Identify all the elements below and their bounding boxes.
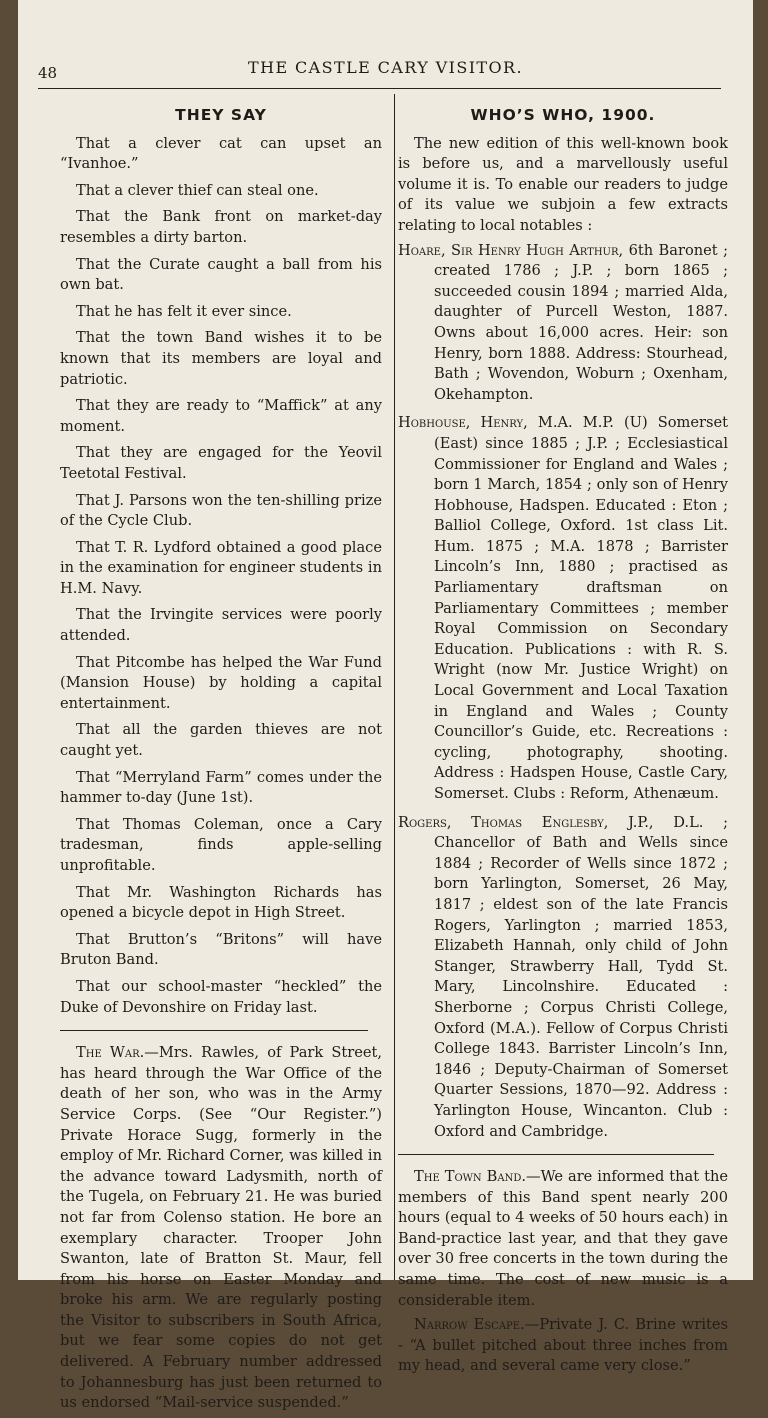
they-say-item: That our school-master “heckled” the Duke of Devonshire on Friday last. <box>60 977 382 1016</box>
they-say-item: That Mr. Washington Richards has opened a bicycle depot in High Street. <box>60 883 382 922</box>
entry-text: J.P., D.L. ; Chancellor of Bath and Wells since 1884 ; Recorder of Wells since 1872 ; born Yarlington, Somerset, 26 May, 1817 ; eldest son of the late Francis Rogers, Yarlington ; married 1853, Elizabeth Hannah, only child of John Stanger, Strawberry Hall, Tydd St. Mary, Lincolnshire. Educated : Sherborne ; Corpus Christi College, Oxford (M.A.). Fellow of Corpus Christi College 1843. Barrister Lincoln’s Inn, 1846 ; Deputy-Chairman of Somerset Quarter Sessions, 1870—92. Address : Yarlington House, Wincanton. Club : Oxford and Cambridge. <box>434 813 728 1140</box>
right-column <box>398 100 728 1381</box>
column-divider <box>394 94 395 1280</box>
the-war-paragraph <box>60 1043 382 1414</box>
the-war-text: —Mrs. Rawles, of Park Street, has heard through the War Office of the death of her son, who was in the Army Service Corps. (See “Our Register.”) Private Horace Sugg, formerly in the employ of Mr. Richard Corner, was killed in the advance toward Ladysmith, north of the Tugela, on February 21. He was buried not far from Colenso station. He bore an exemplary character. Trooper John Swanton, late of Bratton St. Maur, fell from his horse on Easter Monday and broke his arm. We are regularly posting the Visitor to subscribers in South Africa, but we fear some copies do not get delivered. A February number addressed to Johannesburg has just been returned to us endorsed “Mail-service suspended.” <box>60 1044 382 1412</box>
they-say-item: That a clever thief can steal one. <box>76 181 319 199</box>
whos-who-intro: The new edition of this well-known book is before us, and a marvellously useful volume it is. To enable our readers to judge of its value we subjoin a few extracts relating to local notables : <box>398 134 728 234</box>
they-say-item: That the Irvingite services were poorly attended. <box>60 606 382 645</box>
narrow-escape-paragraph <box>398 1315 728 1377</box>
town-band-paragraph <box>398 1167 728 1311</box>
header-rule <box>38 88 721 89</box>
they-say-item: That J. Parsons won the ten-shilling prize of the Cycle Club. <box>60 491 382 530</box>
entry-text: M.A. M.P. (U) Somerset (East) since 1885 ; J.P. ; Ecclesiastical Commissioner for England and Wales ; born 1 March, 1854 ; only son of Henry Hobhouse, Hadspen. Educated : Eton ; Balliol College, Oxford. 1st class Lit. Hum. 1875 ; M.A. 1878 ; Barrister Lincoln’s Inn, 1880 ; practised as Parliamentary draftsman on Parliamentary Committees ; member Royal Commission on Secondary Education. Publications : with R. S. Wright (now Mr. Justice Wright) on Local Government and Local Taxation in England and Wales ; County Councillor’s Guide, etc. Recreations : cycling, photography, shooting. Address : Hadspen House, Castle Cary, Somerset. Clubs : Reform, Athenæum. <box>434 414 728 802</box>
whos-who-entry <box>398 413 728 804</box>
town-band-text: —We are informed that the members of this Band spent nearly 200 hours (equal to 4 weeks of 50 hours each) in Band-practice last year, and that they gave over 30 free concerts in the town during the same time. The cost of new music is a considerable item. <box>398 1168 728 1309</box>
they-say-item: That they are engaged for the Yeovil Teetotal Festival. <box>60 444 382 482</box>
whos-who-heading: WHO’S WHO, 1900. <box>470 106 656 124</box>
they-say-item: That Brutton’s “Britons” will have Bruton Band. <box>60 930 382 969</box>
entry-text: 6th Baronet ; created 1786 ; J.P. ; born 1865 ; succeeded cousin 1894 ; married Alda, daughter of Purcell Weston, 1887. Owns about 16,000 acres. Heir: son Henry, born 1888. Address: Stourhead, Bath ; Wovendon, Woburn ; Oxenham, Okehampton. <box>434 241 728 403</box>
the-war-lead: The War. <box>76 1044 145 1062</box>
they-say-list <box>60 134 382 1019</box>
page-number: 48 <box>38 64 58 82</box>
they-say-item: That the town Band wishes it to be known that its members are loyal and patriotic. <box>60 329 382 388</box>
they-say-item: That T. R. Lydford obtained a good place in the examination for engineer students in H.M. Navy. <box>60 538 382 597</box>
town-band-lead: The Town Band. <box>414 1168 526 1186</box>
newspaper-page <box>18 0 753 1412</box>
they-say-item: That a clever cat can upset an “Ivanhoe.” <box>60 134 382 173</box>
running-title: THE CASTLE CARY VISITOR. <box>248 58 523 77</box>
they-say-item: That Pitcombe has helped the War Fund (Mansion House) by holding a capital entertainment. <box>60 653 382 712</box>
entry-name: Hobhouse, Henry, <box>398 414 528 432</box>
they-say-heading: THEY SAY <box>175 106 267 124</box>
narrow-escape-text: —Private J. C. Brine writes - “A bullet pitched about three inches from my head, and several came very close.” <box>398 1316 728 1375</box>
they-say-item: That he has felt it ever since. <box>76 302 292 320</box>
whos-who-entry <box>398 813 728 1143</box>
entry-name: Hoare, Sir Henry Hugh Arthur, <box>398 241 624 259</box>
they-say-item: That they are ready to “Maffick” at any moment. <box>60 397 382 435</box>
they-say-item: That all the garden thieves are not caught yet. <box>60 721 382 760</box>
entry-name: Rogers, Thomas Englesby, <box>398 813 609 831</box>
they-say-item: That “Merryland Farm” comes under the hammer to-day (June 1st). <box>60 768 382 807</box>
whos-who-entry <box>398 241 728 406</box>
section-rule <box>398 1154 714 1155</box>
section-rule <box>60 1030 368 1031</box>
they-say-item: That Thomas Coleman, once a Cary tradesman, finds apple-selling unprofitable. <box>60 815 382 874</box>
they-say-item: That the Curate caught a ball from his own bat. <box>60 255 382 294</box>
they-say-item: That the Bank front on market-day resembles a dirty barton. <box>60 208 382 246</box>
narrow-escape-lead: Narrow Escape. <box>414 1316 525 1334</box>
left-column <box>60 100 382 1418</box>
